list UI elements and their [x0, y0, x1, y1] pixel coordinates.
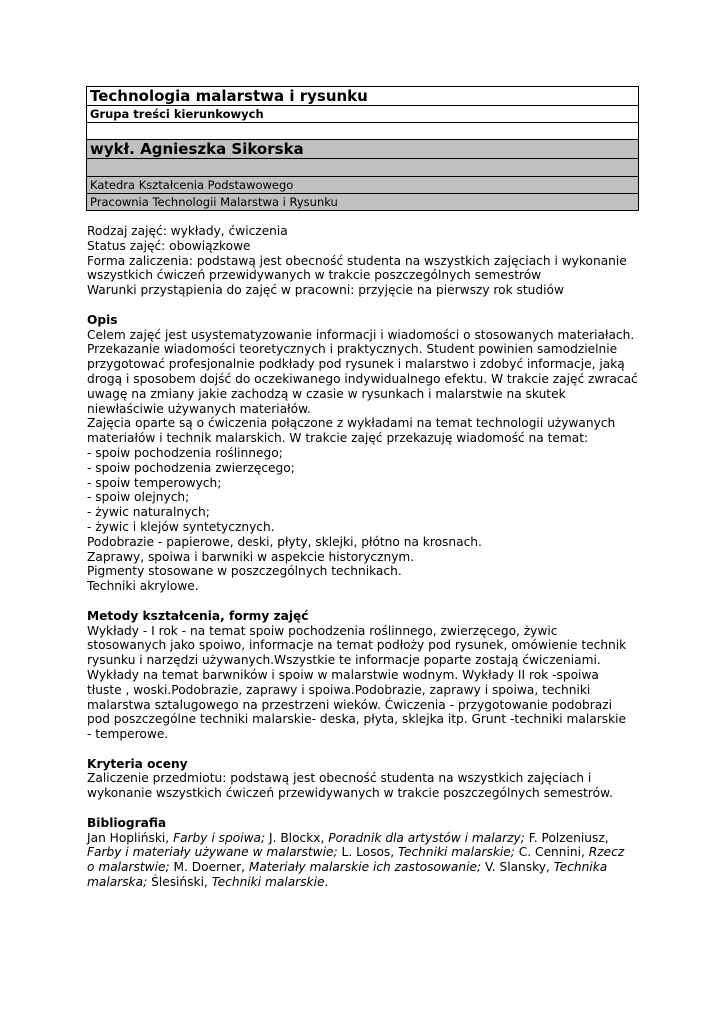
bibliography-line: [87, 845, 647, 860]
course-title: Technologia malarstwa i rysunku: [87, 87, 638, 106]
text-line: wykonanie wszystkich ćwiczeń przewidywanych w trakcie poszczególnych semestrów.: [87, 786, 613, 801]
text-line: Celem zajęć jest usystematyzowanie informacji i wiadomości o stosowanych materiałach.: [87, 327, 635, 342]
blank-row-shaded: [87, 159, 638, 177]
kryteria-text: [87, 771, 647, 801]
section-heading-bibliografia: Bibliografia: [87, 815, 167, 830]
class-status: Status zajęć: obowiązkowe: [87, 238, 251, 253]
text-line: stosowanych jako spoiwo, informacje na temat podłoży pod rysunek, omówienie technik: [87, 638, 627, 653]
text-line: uwagę na zmiany jakie zachodzą w czasie w rysunkach i malarstwie na skutek: [87, 386, 566, 401]
text-line: malarstwa sztalugowego na przestrzeni wieków. Ćwiczenia - przygotowanie podobrazi: [87, 697, 613, 712]
course-description: [87, 224, 647, 890]
punctuation: .: [324, 875, 329, 890]
section-heading-kryteria: Kryteria oceny: [87, 756, 188, 771]
text-line: Zajęcia oparte są o ćwiczenia połączone z wykładami na temat technologii używanych: [87, 416, 616, 431]
text-line: pod poszczególne techniki malarskie- deska, płyta, sklejka itp. Grunt -techniki malarskie: [87, 712, 627, 727]
text-line: Podobrazie - papierowe, deski, płyty, sklejki, płótno na krosnach.: [87, 534, 482, 549]
list-item: - spoiw pochodzenia roślinnego;: [87, 445, 283, 460]
author: V. Slansky,: [481, 860, 554, 875]
text-line: Zaliczenie przedmiotu: podstawą jest obecność studenta na wszystkich zajęciach i: [87, 771, 592, 786]
bibliography-text: [87, 831, 647, 890]
bibliography-line: [87, 831, 647, 846]
book-title: Rzecz: [588, 845, 625, 860]
book-title: malarska;: [87, 875, 148, 890]
text-line: Przekazanie wiadomości teoretycznych i praktycznych. Student powinien samodzielnie: [87, 342, 618, 357]
text-line: Zaprawy, spoiwa i barwniki w aspekcie historycznym.: [87, 549, 415, 564]
list-item: - żywic naturalnych;: [87, 505, 210, 520]
book-title: Technika: [553, 860, 608, 875]
author: L. Losos,: [337, 845, 399, 860]
text-line: drogą i sposobem dojść do oczekiwanego indywidualnego efektu. W trakcie zajęć zwracać: [87, 371, 638, 386]
section-heading-opis: Opis: [87, 312, 118, 327]
course-header-table: [86, 86, 639, 211]
lab-name: Pracownia Technologii Malarstwa i Rysunku: [87, 194, 638, 210]
book-title: Farby i materiały używane w malarstwie;: [87, 845, 338, 860]
list-item: - spoiw olejnych;: [87, 490, 190, 505]
text-line: Wykłady - I rok - na temat spoiw pochodzenia roślinnego, zwierzęcego, żywic: [87, 623, 558, 638]
author: M. Doerner,: [169, 860, 249, 875]
author: Jan Hopliński,: [87, 830, 174, 845]
author: Ślesiński,: [147, 875, 212, 890]
text-line: rysunku i narzędzi używanych.Wszystkie te informacje poparte zostają ćwiczeniami.: [87, 653, 601, 668]
list-item: - żywic i klejów syntetycznych.: [87, 519, 275, 534]
section-heading-metody: Metody kształcenia, formy zajęć: [87, 608, 309, 623]
lecturer-name: wykł. Agnieszka Sikorska: [87, 140, 638, 159]
text-line: Techniki akrylowe.: [87, 579, 199, 594]
text-line: Pigmenty stosowane w poszczególnych technikach.: [87, 564, 402, 579]
grading-form-line: wszystkich ćwiczeń przewidywanych w trakcie poszczególnych semestrów: [87, 268, 542, 283]
text-line: niewłaściwie używanych materiałów.: [87, 401, 311, 416]
text-line: tłuste , woski.Podobrazie, zaprawy i spoiwa.Podobrazie, zaprawy i spoiwa, techniki: [87, 682, 591, 697]
course-group: Grupa treści kierunkowych: [87, 106, 638, 123]
class-type: Rodzaj zajęć: wykłady, ćwiczenia: [87, 224, 288, 238]
book-title: Techniki malarskie;: [398, 845, 515, 860]
book-title: Techniki malarskie: [211, 875, 325, 890]
text-line: - temperowe.: [87, 727, 169, 742]
entry-conditions: Warunki przystąpienia do zajęć w pracowni: przyjęcie na pierwszy rok studiów: [87, 283, 564, 298]
book-title: Poradnik dla artystów i malarzy;: [328, 830, 525, 845]
author: C. Cennini,: [514, 845, 589, 860]
list-item: - spoiw temperowych;: [87, 475, 222, 490]
bibliography-line: [87, 860, 647, 875]
text-line: Wykłady na temat barwników i spoiw w malarstwie wodnym. Wykłady II rok -spoiwa: [87, 667, 599, 682]
text-line: materiałów i technik malarskich. W trakcie zajęć przekazuję wiadomość na temat:: [87, 431, 589, 446]
bibliography-line: [87, 875, 647, 890]
author: F. Polzeniusz,: [524, 830, 609, 845]
book-title: Materiały malarskie ich zastosowanie;: [248, 860, 482, 875]
opis-text: [87, 328, 647, 594]
book-title: Farby i spoiwa;: [173, 830, 266, 845]
text-line: przygotować profesjonalnie podkłady pod rysunek i malarstwo i zdobyć informacje, jaką: [87, 357, 625, 372]
grading-form-line: Forma zaliczenia: podstawą jest obecność studenta na wszystkich zajęciach i wykonanie: [87, 253, 627, 268]
metody-text: [87, 624, 647, 742]
author: J. Blockx,: [265, 830, 329, 845]
blank-row: [87, 123, 638, 140]
list-item: - spoiw pochodzenia zwierzęcego;: [87, 460, 295, 475]
department: Katedra Kształcenia Podstawowego: [87, 177, 638, 194]
book-title: o malarstwie;: [87, 860, 170, 875]
